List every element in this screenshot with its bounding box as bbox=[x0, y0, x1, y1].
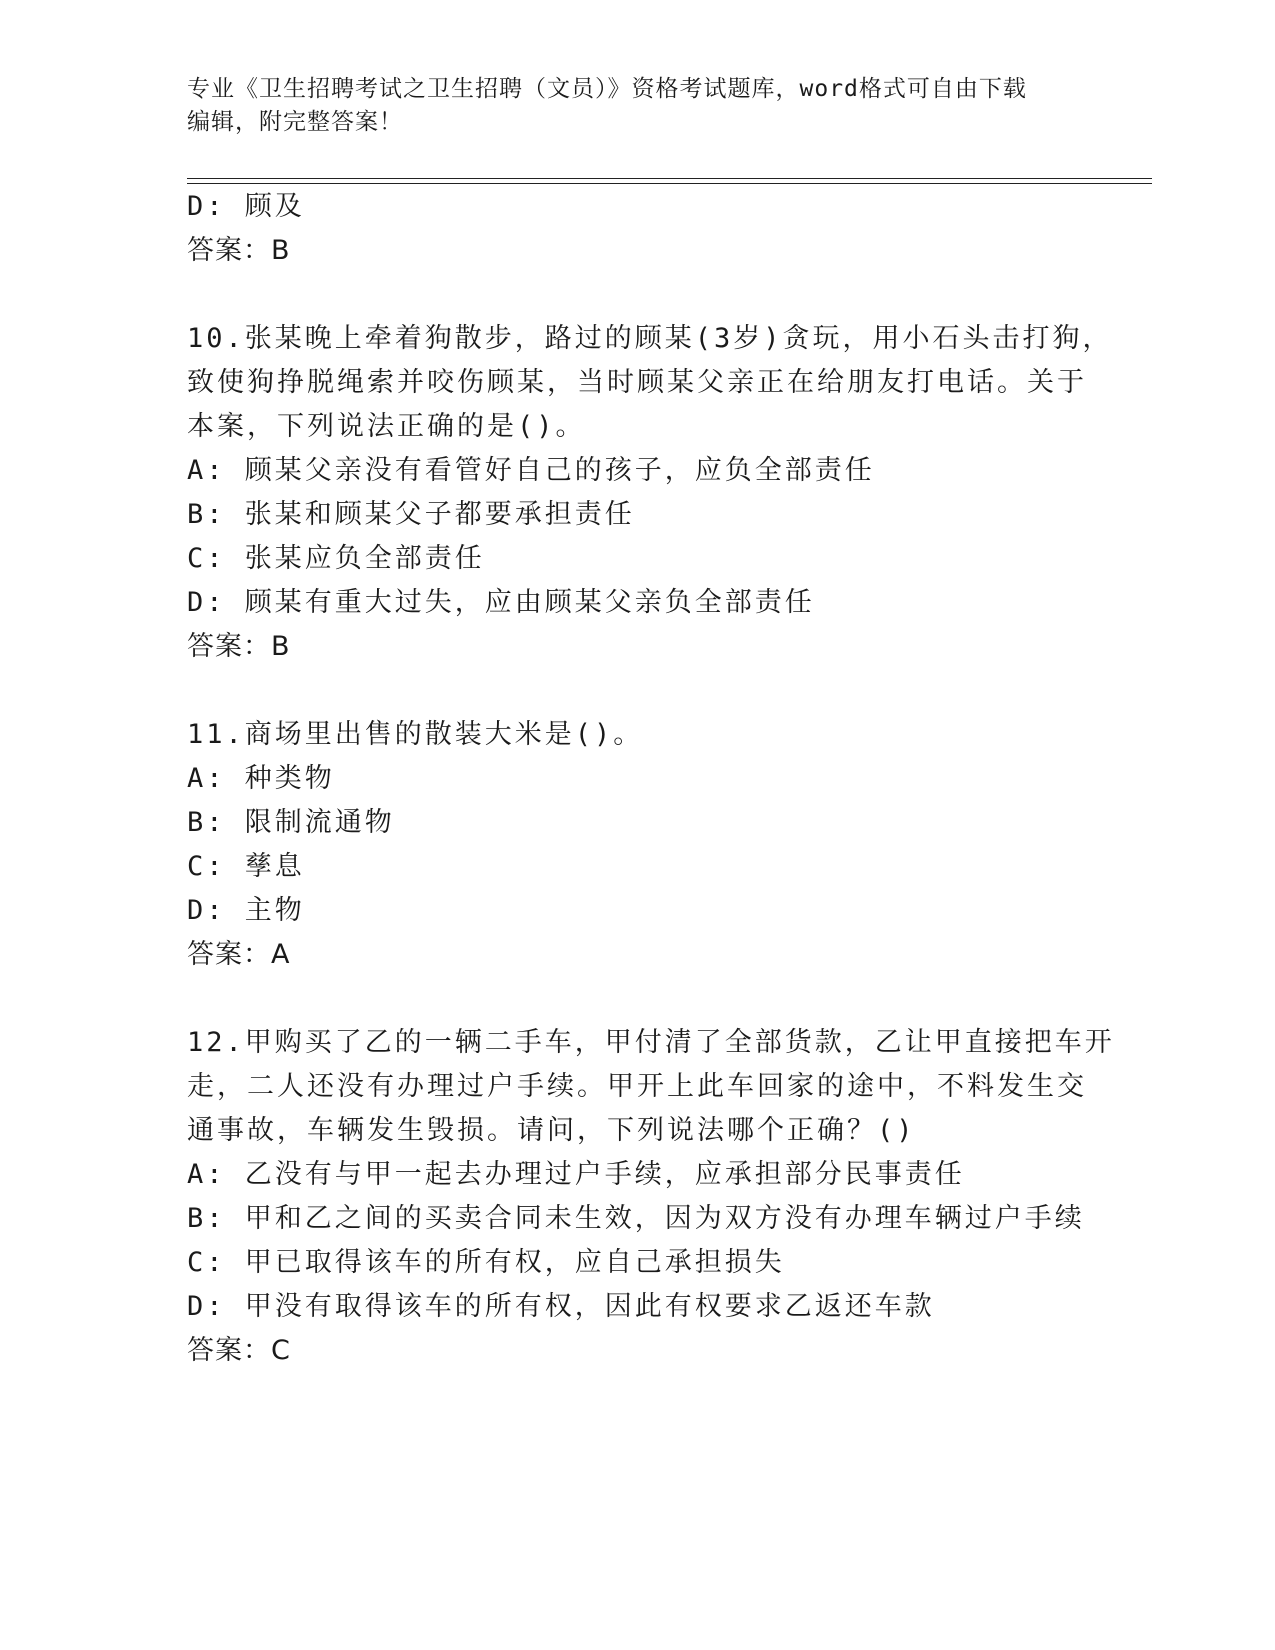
q10-option-b: B: 张某和顾某父子都要承担责任 bbox=[187, 499, 635, 530]
q10-option-a: A: 顾某父亲没有看管好自己的孩子，应负全部责任 bbox=[187, 455, 875, 486]
header-line-2: 编辑，附完整答案！ bbox=[187, 109, 403, 135]
q12-answer: 答案：C bbox=[187, 1335, 291, 1366]
q10-option-d: D: 顾某有重大过失，应由顾某父亲负全部责任 bbox=[187, 587, 815, 618]
q11-option-c: C: 孳息 bbox=[187, 851, 305, 882]
header-divider-top bbox=[187, 178, 1152, 179]
q12-stem-line-2: 走，二人还没有办理过户手续。甲开上此车回家的途中，不料发生交 bbox=[187, 1071, 1087, 1102]
q11-option-d: D: 主物 bbox=[187, 895, 305, 926]
q12-option-a: A: 乙没有与甲一起去办理过户手续，应承担部分民事责任 bbox=[187, 1159, 965, 1190]
q10-option-c: C: 张某应负全部责任 bbox=[187, 543, 485, 574]
q12-option-b: B: 甲和乙之间的买卖合同未生效，因为双方没有办理车辆过户手续 bbox=[187, 1203, 1085, 1234]
q10-answer: 答案：B bbox=[187, 631, 291, 662]
q12-stem-line-3: 通事故，车辆发生毁损。请问，下列说法哪个正确？() bbox=[187, 1115, 916, 1146]
q10-stem-line-3: 本案，下列说法正确的是()。 bbox=[187, 411, 586, 442]
q12-stem-line-1: 12.甲购买了乙的一辆二手车，甲付清了全部货款，乙让甲直接把车开 bbox=[187, 1027, 1115, 1058]
document-header bbox=[187, 73, 1067, 139]
header-divider-bottom bbox=[187, 183, 1152, 184]
prev-option-d: D: 顾及 bbox=[187, 191, 305, 222]
prev-answer: 答案：B bbox=[187, 235, 291, 266]
q11-answer: 答案：A bbox=[187, 939, 291, 970]
q11-stem-line-1: 11.商场里出售的散装大米是()。 bbox=[187, 719, 644, 750]
q12-option-c: C: 甲已取得该车的所有权，应自己承担损失 bbox=[187, 1247, 785, 1278]
q10-stem-line-1: 10.张某晚上牵着狗散步，路过的顾某(3岁)贪玩，用小石头击打狗， bbox=[187, 323, 1113, 354]
q11-option-b: B: 限制流通物 bbox=[187, 807, 395, 838]
q12-option-d: D: 甲没有取得该车的所有权，因此有权要求乙返还车款 bbox=[187, 1291, 935, 1322]
header-line-1: 专业《卫生招聘考试之卫生招聘（文员）》资格考试题库，word格式可自由下载 bbox=[187, 76, 1027, 102]
q11-option-a: A: 种类物 bbox=[187, 763, 335, 794]
q10-stem-line-2: 致使狗挣脱绳索并咬伤顾某，当时顾某父亲正在给朋友打电话。关于 bbox=[187, 367, 1087, 398]
